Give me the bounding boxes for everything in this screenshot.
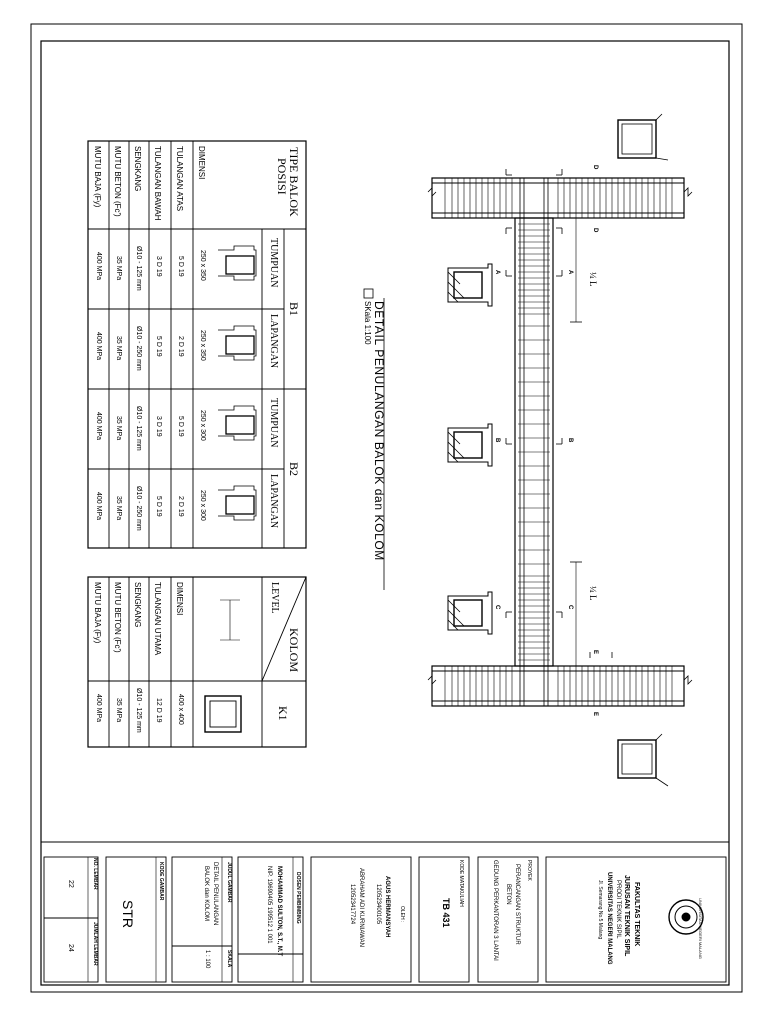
- tb-scale-label: SKALA: [226, 950, 232, 968]
- beam-row-label: TULANGAN ATAS: [175, 146, 184, 212]
- section-mark-c-right: C: [567, 605, 573, 610]
- beam-position-label: LAPANGAN: [268, 474, 279, 529]
- tb-course-label: KODE MATAKULIAH: [458, 860, 464, 907]
- beam-table-icons: [218, 246, 256, 520]
- beam-cell: 5 D 19: [177, 416, 184, 437]
- tb-drawing-name-line1: DETAIL PENULANGAN: [212, 862, 218, 926]
- drawing-scale: SKala 1:100: [363, 301, 372, 345]
- tb-project-line3: GEDUNG PERKANTORAN 3 LANTAI: [492, 860, 498, 961]
- column-cell: 35 MPa: [115, 698, 122, 723]
- tb-student1-id: 120523400105: [375, 884, 381, 925]
- tb-code-label: KODE GAMBAR: [158, 862, 164, 901]
- section-detail-c: [448, 592, 492, 634]
- column-row-label: MUTU BAJA (Fy): [93, 582, 102, 644]
- tb-course-code: TB 431: [441, 898, 451, 928]
- beam-row-label: DIMENSI: [197, 146, 206, 180]
- tb-sheet-no: 22: [67, 880, 74, 888]
- beam-row-label: MUTU BAJA (Fy): [93, 146, 102, 208]
- column-cell: 12 D 19: [155, 698, 162, 723]
- beam-table-header-type: TIPE BALOK: [287, 147, 301, 217]
- tb-lecturer-name: MOHAMMAD SULTON, S.T., M.T: [276, 866, 282, 957]
- beam-group-b1: B1: [287, 302, 301, 317]
- beam-cell: Ø10 - 125 mm: [135, 406, 142, 451]
- tb-student2-name: ABRAHAM ADI KURNIAWAN: [358, 868, 364, 947]
- beam-cell: 400 MPa: [95, 332, 102, 361]
- section-detail-a: [448, 264, 492, 306]
- tb-drawing-label: JUDUL GAMBAR: [226, 862, 232, 903]
- tb-project-line2: BETON: [505, 884, 511, 905]
- column-cell: 400 MPa: [95, 694, 102, 723]
- section-mark-e-bottom: E: [592, 712, 598, 717]
- tb-drawing-name-line2: BALOK dan KOLOM: [203, 866, 209, 922]
- section-detail-b: [448, 424, 492, 466]
- tb-sheet-total: 24: [67, 944, 74, 952]
- tb-lecturer-nip: NIP. 19690405 199512 1 001: [266, 866, 272, 944]
- column-table-header-kolom: KOLOM: [287, 628, 301, 672]
- beam-cell: 3 D 19: [155, 256, 162, 277]
- beam-cell: 35 MPa: [115, 256, 122, 281]
- beam-cell: 5 D 19: [177, 256, 184, 277]
- tb-student1-name: AGUS HERMANSYAH: [384, 876, 390, 938]
- section-mark-b-right: B: [567, 438, 573, 443]
- tb-address: Jl. Semarang No.5 Malang: [597, 880, 603, 940]
- tb-university: UNIVERSITAS NEGERI MALANG: [606, 872, 612, 965]
- section-mark-c-left: C: [494, 605, 500, 610]
- beam-row-label: TULANGAN BAWAH: [153, 146, 162, 221]
- beam-table-header-position: POSISI: [275, 158, 289, 195]
- beam-cell: 250 x 300: [199, 490, 206, 521]
- beam-cell: Ø10 - 250 mm: [135, 326, 142, 371]
- beam-cell: 250 x 300: [199, 410, 206, 441]
- section-detail-d: [618, 114, 668, 160]
- beam-cell: 3 D 19: [155, 416, 162, 437]
- beam-position-label: TUMPUAN: [268, 238, 279, 288]
- beam-position-label: LAPANGAN: [268, 314, 279, 369]
- section-mark-a-right: A: [567, 270, 573, 275]
- beam-cell: 35 MPa: [115, 496, 122, 521]
- beam-row-label: SENGKANG: [133, 146, 142, 192]
- tb-project-label: PROYEK: [526, 860, 532, 881]
- section-mark-d-bottom: D: [592, 228, 598, 233]
- tb-project-line1: PERANCANGAN STRUKTUR: [514, 864, 520, 945]
- beam-position-label: TUMPUAN: [268, 398, 279, 448]
- beam-cell: 250 x 350: [199, 250, 206, 281]
- beam-cell: 2 D 19: [177, 336, 184, 357]
- beam-group-b2: B2: [287, 462, 301, 477]
- beam-cell: 400 MPa: [95, 412, 102, 441]
- column-row-label: TULANGAN UTAMA: [153, 582, 162, 656]
- beam-cell: 5 D 19: [155, 496, 162, 517]
- tb-by-label: OLEH :: [399, 906, 405, 923]
- tb-sheet-no-label: NO. LEMBAR: [92, 858, 98, 890]
- column-cell: Ø10 - 125 mm: [135, 688, 142, 733]
- column-row-label: DIMENSI: [175, 582, 184, 616]
- beam-cell: Ø10 - 125 mm: [135, 246, 142, 291]
- tb-student2-id: 120523417724: [349, 884, 355, 925]
- beam-cell: 35 MPa: [115, 416, 122, 441]
- quarter-span-label-right: ¼ L: [588, 586, 598, 601]
- section-mark-a-left: A: [494, 270, 500, 275]
- tb-program: PRODI TEKNIK SIPIL: [615, 880, 621, 939]
- column-type-k1: K1: [276, 706, 290, 721]
- beam-cell: 2 D 19: [177, 496, 184, 517]
- column-cell: 400 x 400: [177, 694, 184, 725]
- tb-lecturer-label: DOSEN PEMBIMBING: [295, 872, 301, 924]
- section-mark-d-top: D: [592, 165, 598, 170]
- tb-faculty: FAKULTAS TEKNIK: [633, 882, 640, 947]
- beam-row-label: MUTU BETON (Fc'): [113, 146, 122, 217]
- tb-code-value: STR: [120, 900, 136, 928]
- tb-logo-text: UNIVERSITAS NEGERI MALANG: [698, 898, 703, 959]
- column-row-label: SENGKANG: [133, 582, 142, 628]
- beam-cell: 400 MPa: [95, 492, 102, 521]
- beam-cell: Ø10 - 250 mm: [135, 486, 142, 531]
- section-mark-e-top: E: [592, 650, 598, 655]
- column-row-label: MUTU BETON (Fc'): [113, 582, 122, 653]
- beam-cell: 5 D 19: [155, 336, 162, 357]
- quarter-span-label-left: ¼ L: [588, 272, 598, 287]
- section-detail-e: [618, 734, 668, 786]
- column-table-header-level: LEVEL: [269, 582, 280, 614]
- beam-cell: 35 MPa: [115, 336, 122, 361]
- beam-cell: 400 MPa: [95, 252, 102, 281]
- tb-sheet-total-label: JUMLAH LEMBAR: [92, 922, 98, 966]
- tb-department: JURUSAN TEKNIK SIPIL: [623, 875, 630, 957]
- section-mark-b-left: B: [494, 438, 500, 443]
- tb-scale-value: 1 : 100: [204, 950, 210, 969]
- drawing-title: DETAIL PENULANGAN BALOK dan KOLOM: [372, 301, 386, 561]
- beam-cell: 250 x 350: [199, 330, 206, 361]
